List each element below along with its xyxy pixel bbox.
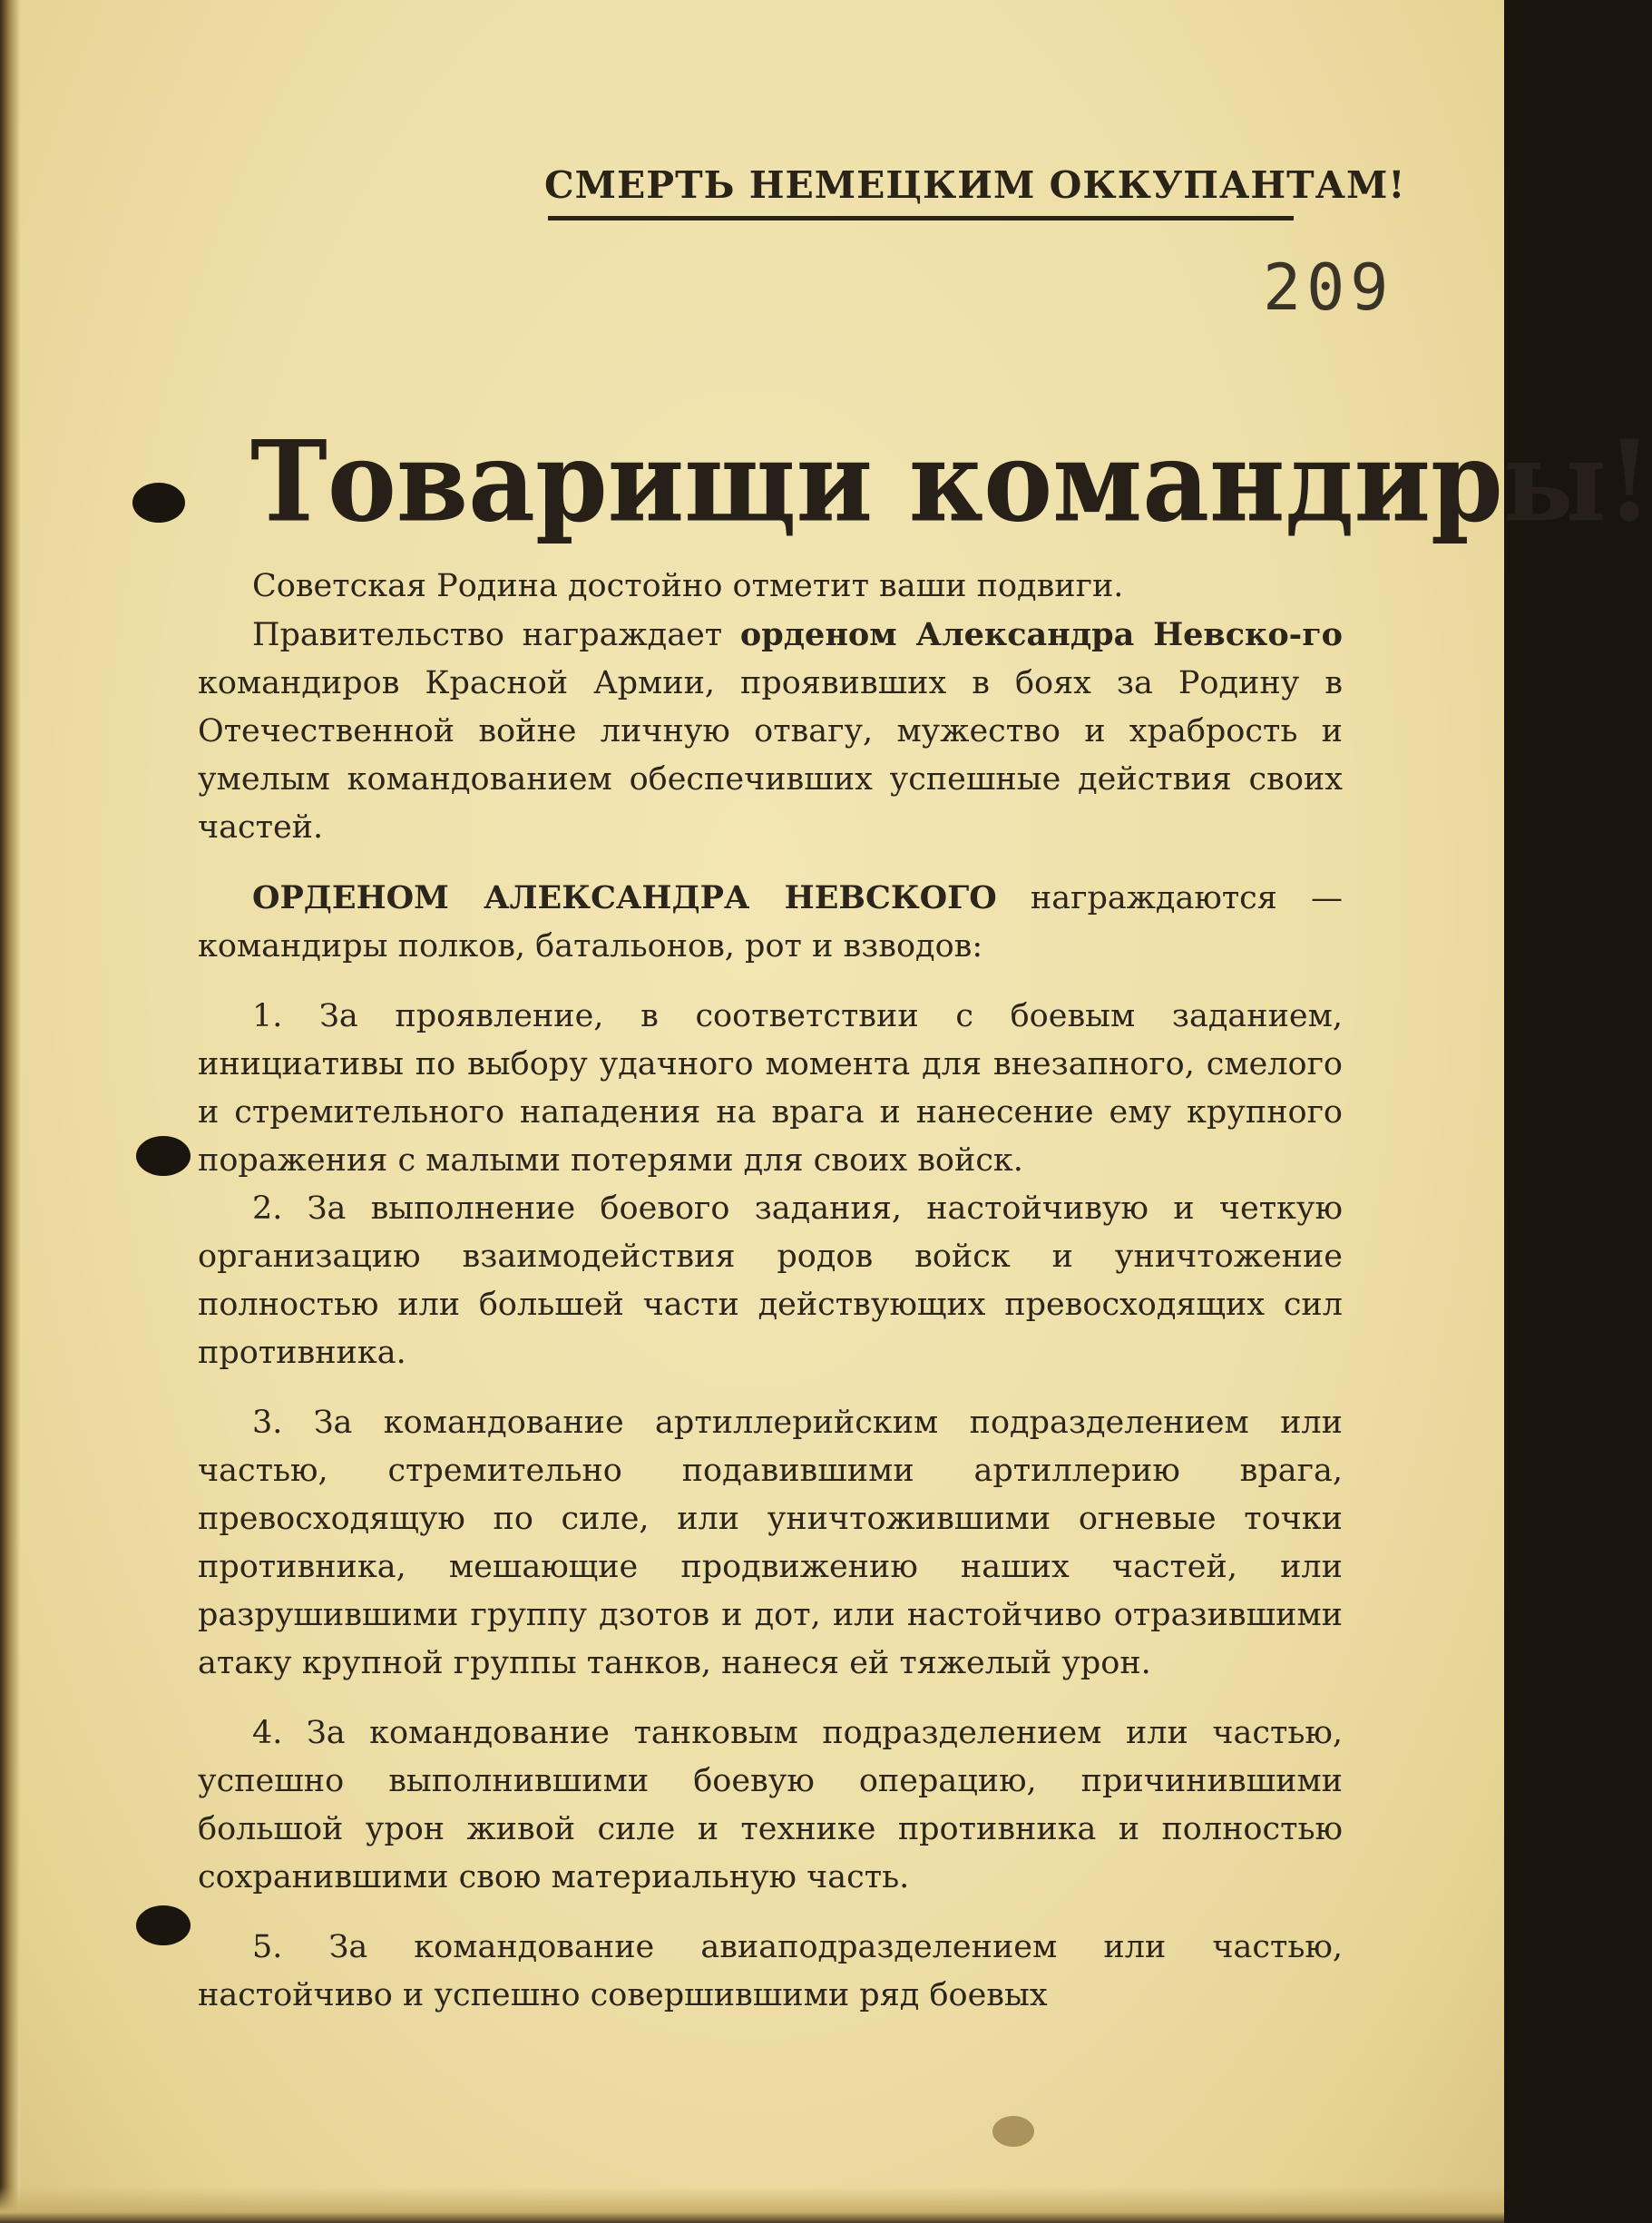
- page-left-edge: [0, 0, 20, 2223]
- list-item-5: 5. За командование авиаподразделением или частью, настойчиво и успешно совершившими ряд боевых: [198, 1929, 1343, 2013]
- page-bottom-edge: [0, 2187, 1504, 2223]
- intro-paragraph: [198, 563, 1343, 611]
- punch-hole: [136, 1905, 191, 1945]
- headline: Товарищи командиры!: [250, 416, 1652, 547]
- paper-stain: [992, 2116, 1034, 2147]
- punch-hole: [136, 1136, 191, 1176]
- list-item-1: 1. За проявление, в соответствии с боевым заданием, инициативы по выбору удачного момента для внезапного, смелого и стремительного нападения на врага и нанесение ему крупного поражения с малыми потерями для своих войск.: [198, 998, 1343, 1179]
- award-paragraph: [198, 611, 1343, 852]
- order-caps: ОРДЕНОМ АЛЕКСАНДРА НЕВСКОГО: [252, 879, 997, 916]
- list-item-4: 4. За командование танковым подразделением или частью, успешно выполнившими боевую операцию, причинившими большой урон живой силе и технике противника и полностью сохранившими свою материальную часть.: [198, 1715, 1343, 1895]
- order-suffix: награждаются — командиры полков, батальонов, рот и взводов:: [198, 880, 1343, 965]
- archive-number: 209: [1263, 250, 1394, 325]
- slogan-underline: [548, 216, 1294, 220]
- award-suffix: командиров Красной Армии, проявивших в боях за Родину в Отечественной войне личную отвагу, мужество и храбрость и умелым командованием обеспечивших успешные действия своих частей.: [198, 665, 1343, 846]
- order-paragraph: [198, 874, 1343, 971]
- list-item-3: 3. За командование артиллерийским подразделением или частью, стремительно подавившими артиллерию врага, превосходящую по силе, или уничтожившими огневые точки противника, мешающие продвижению наших частей, или разрушившими группу дзотов и дот, или настойчиво отразившими атаку крупной группы танков, нанеся ей тяжелый урон.: [198, 1405, 1343, 1681]
- award-prefix: Правительство награждает: [252, 617, 740, 653]
- intro-text: Советская Родина достойно отметит ваши подвиги.: [252, 568, 1124, 604]
- document-body: [198, 563, 1343, 2020]
- slogan: СМЕРТЬ НЕМЕЦКИМ ОККУПАНТАМ!: [544, 163, 1406, 207]
- award-order-name: орденом Александра Невско-го: [739, 616, 1343, 653]
- list-item-2: 2. За выполнение боевого задания, настойчивую и четкую организацию взаимодействия родов войск и уничтожение полностью или большей части действующих превосходящих сил противника.: [198, 1190, 1343, 1371]
- punch-hole: [132, 483, 185, 523]
